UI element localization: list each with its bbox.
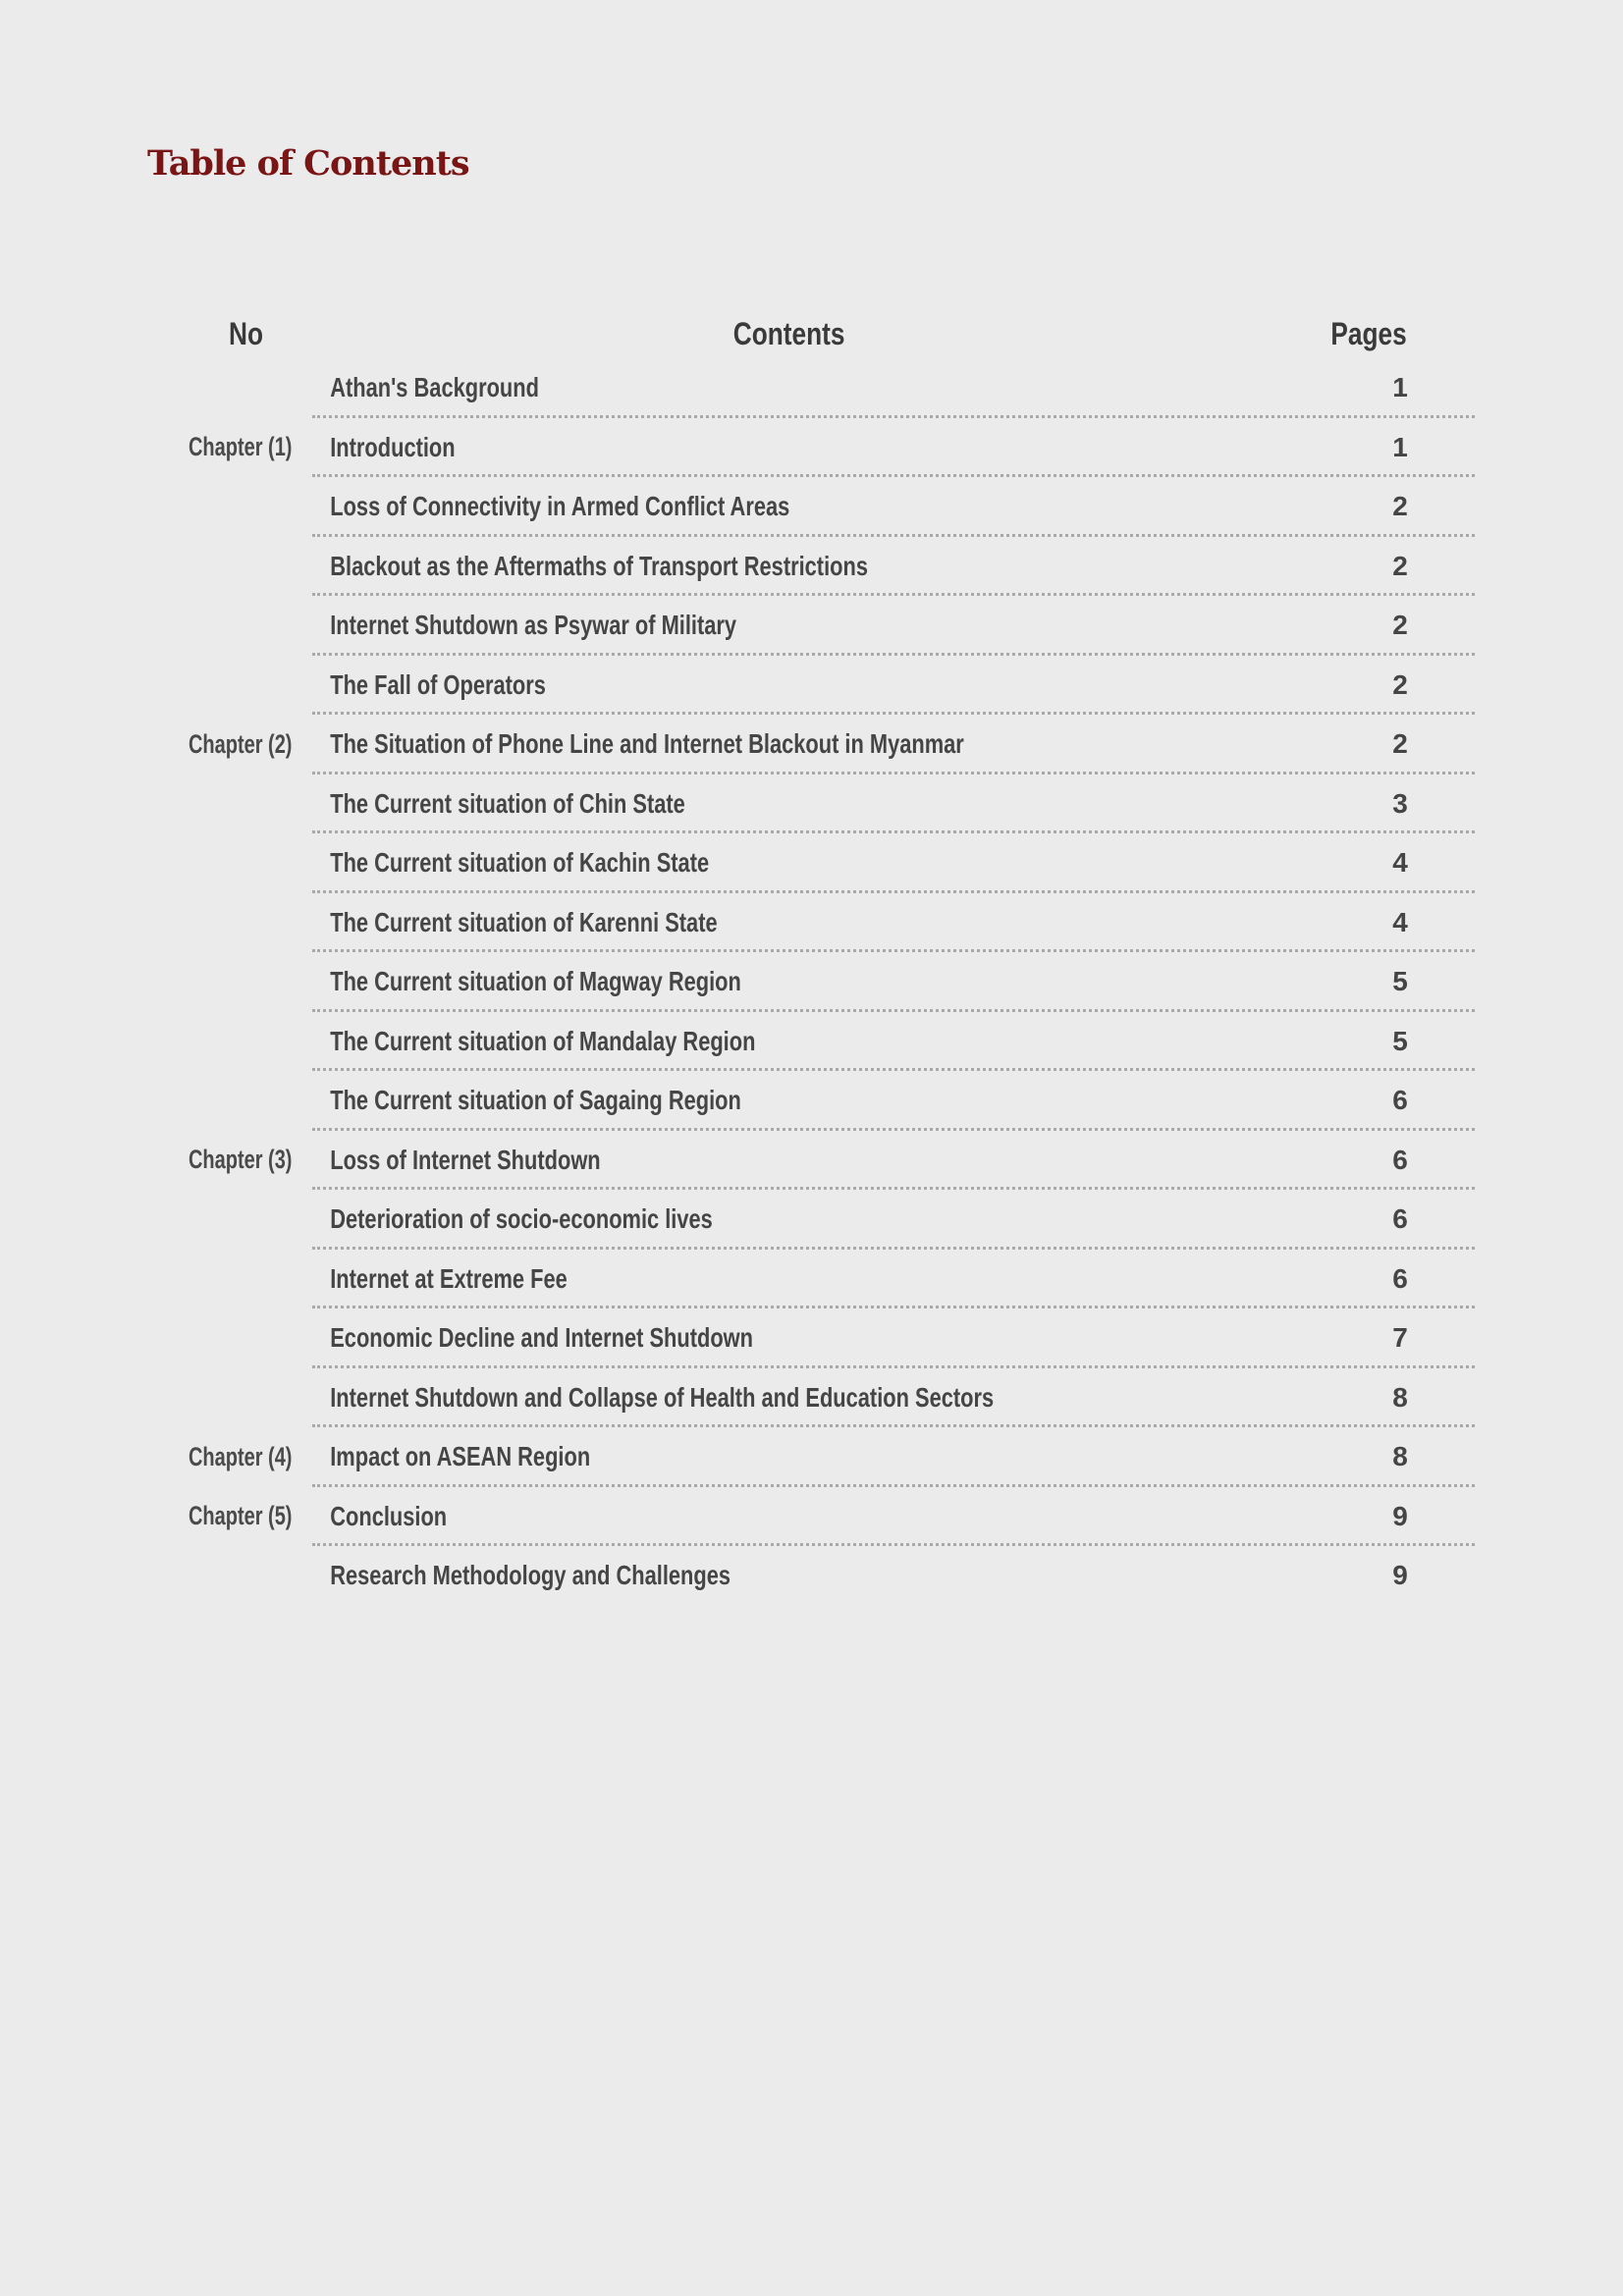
toc-page-number: 3 (1392, 787, 1408, 819)
toc-entry-title: Athan's Background (330, 372, 539, 403)
toc-entry-title: Blackout as the Aftermaths of Transport Restrictions (330, 550, 868, 581)
toc-entry-title: The Current situation of Kachin State (330, 847, 710, 879)
toc-page-number: 8 (1392, 1441, 1408, 1472)
toc-entry-title: Introduction (330, 431, 456, 462)
toc-page-number: 9 (1392, 1500, 1408, 1531)
toc-entry-title: Internet Shutdown as Psywar of Military (330, 610, 737, 641)
toc-row[interactable] (177, 1250, 1475, 1309)
toc-page-number: 4 (1392, 847, 1408, 879)
toc-entry-title: Loss of Connectivity in Armed Conflict Areas (330, 491, 790, 522)
toc-page-number: 2 (1392, 728, 1408, 760)
toc-row[interactable] (177, 656, 1475, 716)
toc-chapter-number: Chapter (1) (189, 432, 293, 462)
toc-page-number: 2 (1392, 610, 1408, 641)
toc-row[interactable] (177, 477, 1475, 537)
toc-entry-title: The Current situation of Chin State (330, 787, 685, 819)
page-title: Table of Contents (147, 143, 469, 184)
toc-row[interactable] (177, 774, 1475, 834)
table-of-contents (177, 309, 1475, 1606)
toc-row[interactable] (177, 1546, 1475, 1606)
toc-page-number: 2 (1392, 668, 1408, 700)
toc-entry-title: The Current situation of Karenni State (330, 906, 718, 937)
toc-row[interactable] (177, 1427, 1475, 1487)
toc-entry-title: The Current situation of Sagaing Region (330, 1085, 741, 1116)
toc-entry-title: The Current situation of Magway Region (330, 966, 741, 997)
toc-entry-title: Deterioration of socio-economic lives (330, 1203, 713, 1235)
toc-row[interactable] (177, 1368, 1475, 1428)
toc-chapter-number: Chapter (4) (189, 1441, 293, 1471)
toc-page-number: 7 (1392, 1322, 1408, 1354)
toc-entry-title: Impact on ASEAN Region (330, 1441, 591, 1472)
toc-page-number: 4 (1392, 906, 1408, 937)
toc-page-number: 9 (1392, 1560, 1408, 1591)
toc-row[interactable] (177, 1487, 1475, 1547)
toc-page-number: 6 (1392, 1085, 1408, 1116)
toc-row[interactable] (177, 1190, 1475, 1250)
toc-row[interactable] (177, 418, 1475, 478)
toc-row[interactable] (177, 1308, 1475, 1368)
toc-page-number: 6 (1392, 1262, 1408, 1294)
toc-entry-title: Research Methodology and Challenges (330, 1560, 731, 1591)
toc-page-number: 8 (1392, 1381, 1408, 1413)
toc-entry-title: Loss of Internet Shutdown (330, 1144, 601, 1175)
toc-row[interactable] (177, 596, 1475, 656)
toc-entry-title: The Fall of Operators (330, 668, 546, 700)
toc-page-number: 2 (1392, 550, 1408, 581)
header-no: No (229, 315, 264, 351)
toc-row[interactable] (177, 952, 1475, 1012)
toc-row[interactable] (177, 537, 1475, 597)
toc-row[interactable] (177, 715, 1475, 774)
header-pages: Pages (1330, 315, 1407, 351)
toc-row[interactable] (177, 1131, 1475, 1191)
toc-row[interactable] (177, 1012, 1475, 1072)
toc-page-number: 5 (1392, 966, 1408, 997)
toc-row[interactable] (177, 1071, 1475, 1131)
toc-entry-title: The Situation of Phone Line and Internet Blackout in Myanmar (330, 728, 964, 760)
toc-row[interactable] (177, 833, 1475, 893)
toc-entry-title: Economic Decline and Internet Shutdown (330, 1322, 754, 1354)
toc-page-number: 2 (1392, 491, 1408, 522)
toc-row[interactable] (177, 893, 1475, 953)
toc-entry-title: Conclusion (330, 1500, 448, 1531)
toc-page-number: 6 (1392, 1203, 1408, 1235)
toc-entry-title: Internet at Extreme Fee (330, 1262, 568, 1294)
toc-page-number: 5 (1392, 1025, 1408, 1056)
toc-entry-title: The Current situation of Mandalay Region (330, 1025, 756, 1056)
toc-entry-title: Internet Shutdown and Collapse of Health and Education Sectors (330, 1381, 995, 1413)
toc-page-number: 1 (1392, 431, 1408, 462)
toc-page-number: 1 (1392, 372, 1408, 403)
toc-chapter-number: Chapter (5) (189, 1501, 293, 1531)
toc-rows (177, 358, 1475, 1606)
toc-chapter-number: Chapter (2) (189, 728, 293, 759)
header-contents: Contents (732, 315, 845, 351)
toc-chapter-number: Chapter (3) (189, 1145, 293, 1175)
toc-header (177, 309, 1476, 358)
toc-row[interactable] (177, 358, 1475, 418)
toc-page-number: 6 (1392, 1144, 1408, 1175)
